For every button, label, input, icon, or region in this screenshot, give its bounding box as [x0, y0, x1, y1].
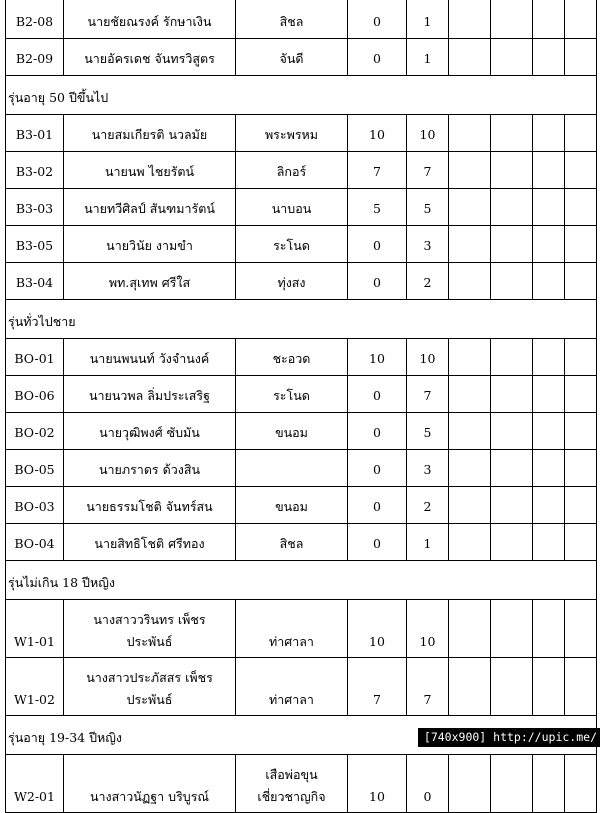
cell-score-b: 7	[407, 658, 449, 716]
cell-place-line: ท่าศาลา	[269, 692, 314, 707]
cell-score-a: 0	[348, 413, 407, 450]
cell-name-line: นายทวีศิลป์ สันฑมารัตน์	[84, 201, 215, 216]
cell-empty	[533, 413, 565, 450]
cell-place	[236, 226, 348, 263]
cell-place	[236, 600, 348, 658]
cell-place	[236, 376, 348, 413]
cell-code: W2-01	[6, 755, 64, 813]
cell-score-b: 5	[407, 189, 449, 226]
cell-name	[64, 600, 236, 658]
cell-empty	[533, 450, 565, 487]
cell-name-line: นายสิทธิโชติ ศรีทอง	[94, 536, 205, 551]
cell-place	[236, 450, 348, 487]
cell-score-a: 0	[348, 263, 407, 300]
cell-score-a: 10	[348, 600, 407, 658]
cell-score-b: 5	[407, 413, 449, 450]
cell-name	[64, 339, 236, 376]
cell-empty	[491, 376, 533, 413]
cell-empty	[533, 376, 565, 413]
cell-empty	[533, 755, 565, 813]
cell-empty	[565, 0, 597, 39]
cell-place-line: นาบอน	[271, 201, 312, 216]
cell-empty	[491, 339, 533, 376]
cell-place-line: พระพรหม	[264, 127, 319, 142]
cell-score-a: 0	[348, 487, 407, 524]
cell-empty	[491, 39, 533, 76]
cell-code: B3-05	[6, 226, 64, 263]
cell-empty	[491, 263, 533, 300]
cell-name-line: นางสาวประภัสสร เพ็ชร	[86, 670, 213, 685]
cell-score-b: 3	[407, 226, 449, 263]
cell-empty	[565, 376, 597, 413]
cell-score-a: 0	[348, 226, 407, 263]
cell-place	[236, 39, 348, 76]
cell-empty	[449, 755, 491, 813]
cell-place	[236, 487, 348, 524]
cell-place	[236, 524, 348, 561]
cell-score-a: 7	[348, 658, 407, 716]
cell-score-b: 7	[407, 152, 449, 189]
cell-empty	[449, 450, 491, 487]
cell-empty	[533, 152, 565, 189]
cell-name-line: นายนวพล ลิ่มประเสริฐ	[88, 388, 211, 403]
cell-empty	[449, 226, 491, 263]
cell-name-line: นายวินัย งามขำ	[106, 238, 193, 253]
table-row	[6, 152, 597, 189]
cell-empty	[449, 600, 491, 658]
cell-empty	[533, 226, 565, 263]
cell-score-a: 7	[348, 152, 407, 189]
cell-name-line: นายวุฒิพงศ์ ซับมัน	[99, 425, 200, 440]
cell-place	[236, 115, 348, 152]
cell-empty	[533, 524, 565, 561]
cell-empty	[565, 152, 597, 189]
cell-empty	[565, 524, 597, 561]
cell-empty	[491, 115, 533, 152]
cell-score-b: 10	[407, 339, 449, 376]
category-row	[6, 76, 597, 115]
cell-empty	[449, 189, 491, 226]
cell-empty	[491, 658, 533, 716]
category-title: รุ่นอายุ 50 ปีขึ้นไป	[6, 76, 597, 115]
category-title: รุ่นไม่เกิน 18 ปีหญิง	[6, 561, 597, 600]
cell-score-b: 7	[407, 376, 449, 413]
results-table-body	[6, 0, 597, 813]
cell-code: B3-02	[6, 152, 64, 189]
cell-place-line: สิชล	[279, 14, 304, 29]
cell-empty	[533, 658, 565, 716]
cell-name	[64, 189, 236, 226]
table-row	[6, 600, 597, 658]
cell-empty	[533, 600, 565, 658]
cell-score-b: 0	[407, 755, 449, 813]
cell-empty	[449, 263, 491, 300]
category-title: รุ่นทั่วไปชาย	[6, 300, 597, 339]
cell-empty	[533, 39, 565, 76]
cell-code: BO-06	[6, 376, 64, 413]
cell-empty	[565, 450, 597, 487]
cell-code: BO-01	[6, 339, 64, 376]
cell-score-a: 0	[348, 376, 407, 413]
cell-empty	[533, 339, 565, 376]
cell-score-b: 10	[407, 115, 449, 152]
table-row	[6, 226, 597, 263]
cell-empty	[449, 39, 491, 76]
cell-empty	[533, 263, 565, 300]
cell-empty	[491, 755, 533, 813]
cell-score-a: 5	[348, 189, 407, 226]
cell-name	[64, 658, 236, 716]
cell-score-b: 2	[407, 487, 449, 524]
cell-name-line: นางสาววรินทร เพ็ชร	[93, 612, 206, 627]
cell-place-line: ระโนด	[273, 238, 310, 253]
table-row	[6, 413, 597, 450]
cell-name	[64, 413, 236, 450]
cell-empty	[565, 263, 597, 300]
cell-name	[64, 152, 236, 189]
cell-name-line: นางสาวนัฏฐา บริบูรณ์	[89, 789, 210, 804]
cell-score-a: 0	[348, 0, 407, 39]
cell-place	[236, 658, 348, 716]
category-row	[6, 561, 597, 600]
cell-empty	[533, 115, 565, 152]
cell-place	[236, 263, 348, 300]
cell-code: BO-05	[6, 450, 64, 487]
cell-score-b: 2	[407, 263, 449, 300]
table-row	[6, 189, 597, 226]
cell-code: W1-02	[6, 658, 64, 716]
cell-empty	[449, 487, 491, 524]
cell-name-line: ประพันธ์	[126, 692, 173, 707]
cell-place	[236, 339, 348, 376]
table-row	[6, 263, 597, 300]
cell-empty	[565, 413, 597, 450]
cell-empty	[565, 600, 597, 658]
cell-name-line: นายนพนนท์ วังจำนงค์	[89, 351, 210, 366]
cell-score-b: 1	[407, 0, 449, 39]
table-row	[6, 115, 597, 152]
cell-empty	[565, 115, 597, 152]
cell-empty	[565, 339, 597, 376]
table-row	[6, 376, 597, 413]
cell-name-line: นายธรรมโชติ จันทร์สน	[86, 499, 213, 514]
cell-empty	[449, 0, 491, 39]
cell-empty	[491, 524, 533, 561]
cell-place-line: ลิกอร์	[276, 164, 307, 179]
watermark-label: [740x900] http://upic.me/	[418, 728, 600, 747]
table-row	[6, 755, 597, 813]
cell-name	[64, 263, 236, 300]
cell-empty	[491, 152, 533, 189]
cell-place	[236, 152, 348, 189]
cell-name	[64, 115, 236, 152]
cell-empty	[491, 600, 533, 658]
cell-score-b: 1	[407, 524, 449, 561]
table-row	[6, 450, 597, 487]
cell-name	[64, 39, 236, 76]
cell-place-line: ขนอม	[275, 499, 308, 514]
cell-code: B3-03	[6, 189, 64, 226]
cell-empty	[565, 487, 597, 524]
results-table	[5, 0, 597, 813]
cell-empty	[533, 487, 565, 524]
cell-place-line: เสือพ่อขุน	[265, 767, 318, 782]
cell-empty	[449, 339, 491, 376]
category-title: รุ่นอายุ 19-34 ปีหญิง	[6, 716, 597, 755]
cell-score-a: 0	[348, 39, 407, 76]
cell-empty	[449, 413, 491, 450]
cell-place	[236, 413, 348, 450]
table-row	[6, 39, 597, 76]
cell-name	[64, 487, 236, 524]
cell-code: B3-01	[6, 115, 64, 152]
cell-score-b: 3	[407, 450, 449, 487]
cell-name	[64, 450, 236, 487]
table-row	[6, 524, 597, 561]
table-row	[6, 0, 597, 39]
cell-score-b: 1	[407, 39, 449, 76]
cell-empty	[449, 524, 491, 561]
cell-place-line: ท่าศาลา	[269, 634, 314, 649]
cell-empty	[565, 755, 597, 813]
cell-code: B3-04	[6, 263, 64, 300]
cell-code: BO-03	[6, 487, 64, 524]
cell-place-line: สิชล	[279, 536, 304, 551]
cell-place-line: เชี่ยวชาญกิจ	[257, 789, 326, 804]
table-row	[6, 339, 597, 376]
cell-score-b: 10	[407, 600, 449, 658]
cell-empty	[533, 189, 565, 226]
cell-code: B2-09	[6, 39, 64, 76]
cell-empty	[491, 226, 533, 263]
cell-name-line: ประพันธ์	[126, 634, 173, 649]
cell-place-line: ชะอวด	[272, 351, 311, 366]
cell-score-a: 10	[348, 339, 407, 376]
cell-name	[64, 524, 236, 561]
cell-name	[64, 226, 236, 263]
cell-place-line: ทุ่งสง	[277, 275, 306, 290]
table-row	[6, 658, 597, 716]
cell-name	[64, 755, 236, 813]
cell-score-a: 0	[348, 450, 407, 487]
cell-empty	[491, 413, 533, 450]
cell-empty	[565, 39, 597, 76]
cell-score-a: 10	[348, 115, 407, 152]
cell-empty	[491, 487, 533, 524]
cell-name-line: นายอัครเดช จันทรวิสูตร	[84, 51, 215, 66]
cell-place-line: ระโนด	[273, 388, 310, 403]
cell-code: BO-02	[6, 413, 64, 450]
cell-empty	[533, 0, 565, 39]
cell-empty	[565, 226, 597, 263]
cell-name-line: นายชัยณรงค์ รักษาเงิน	[87, 14, 212, 29]
cell-empty	[449, 115, 491, 152]
cell-score-a: 0	[348, 524, 407, 561]
cell-empty	[491, 189, 533, 226]
cell-code: W1-01	[6, 600, 64, 658]
cell-name	[64, 0, 236, 39]
cell-empty	[565, 658, 597, 716]
cell-empty	[491, 0, 533, 39]
cell-code: B2-08	[6, 0, 64, 39]
cell-name-line: นายภราดร ด้วงสิน	[98, 462, 201, 477]
cell-place	[236, 0, 348, 39]
cell-empty	[449, 376, 491, 413]
cell-name-line: นายนพ ไชยรัตน์	[104, 164, 195, 179]
category-row	[6, 300, 597, 339]
cell-name-line: พท.สุเทพ ศรีใส	[108, 275, 191, 290]
table-row	[6, 487, 597, 524]
cell-empty	[565, 189, 597, 226]
cell-place-line: ขนอม	[275, 425, 308, 440]
cell-score-a: 10	[348, 755, 407, 813]
cell-place	[236, 755, 348, 813]
cell-empty	[449, 152, 491, 189]
cell-empty	[491, 450, 533, 487]
cell-name-line: นายสมเกียรติ นวลมัย	[91, 127, 208, 142]
cell-empty	[449, 658, 491, 716]
cell-place	[236, 189, 348, 226]
cell-name	[64, 376, 236, 413]
cell-place-line: จันดี	[279, 51, 304, 66]
cell-code: BO-04	[6, 524, 64, 561]
